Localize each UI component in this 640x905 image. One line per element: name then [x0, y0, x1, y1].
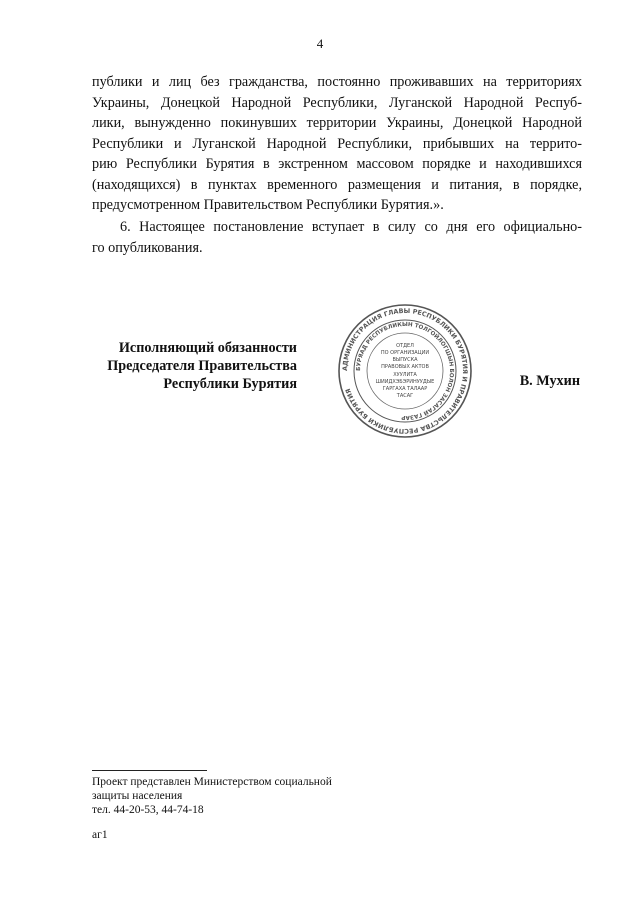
footnote-separator [92, 770, 207, 771]
paragraph-line: Украины, Донецкой Народной Республики, Луганской Народной Респуб- [92, 94, 582, 111]
signatory-position-line: Республики Бурятия [163, 376, 297, 392]
seal-center-line: ХУУЛИТА [393, 372, 417, 378]
seal-center-line: ПРАВОВЫХ АКТОВ [381, 364, 429, 370]
document-code: аг1 [92, 829, 108, 841]
seal-outer-text: АДМИНИСТРАЦИЯ ГЛАВЫ РЕСПУБЛИКИ БУРЯТИЯ И ПРАВИТЕЛЬСТВА РЕСПУБЛИКИ БУРЯТИЯ [340, 306, 470, 436]
signatory-position-line: Исполняющий обязанности [118, 340, 297, 356]
footnote-line: защиты населения [92, 790, 183, 802]
seal-center-line: ШИИДХЭБЭРИНУУДЫЕ [375, 379, 435, 385]
signatory-name: В. Мухин [519, 373, 580, 389]
body-paragraph-1 [92, 72, 582, 216]
paragraph-line: рию Республики Бурятия в экстренном массовом порядке и находившихся [92, 156, 582, 172]
footnote-line: тел. 44-20-53, 44-74-18 [92, 804, 204, 816]
page-number: 4 [316, 36, 324, 51]
paragraph-line: лики, вынужденно покинувших территории Украины, Донецкой Народной [92, 115, 582, 131]
seal-middle-ring [354, 320, 456, 422]
seal-center-line: ВЫПУСКА [392, 357, 418, 363]
official-seal [337, 303, 473, 439]
seal-center-line: ОТДЕЛ [396, 343, 414, 349]
seal-center-line: ТАСАГ [396, 393, 414, 399]
paragraph-line: го опубликования. [92, 239, 203, 256]
body-paragraph-2 [92, 217, 582, 258]
paragraph-line: Республики и Луганской Народной Республики, прибывших на террито- [92, 135, 582, 152]
paragraph-line: предусмотренном Правительством Республики Бурятия.». [92, 197, 444, 213]
seal-inner-ring-text: БУРЯАД РЕСПУБЛИКЫН ТОЛГОЙЛОГШЫН БОЛОН ЗАСАГАЙ ГАЗАР [355, 321, 455, 421]
seal-center-line: ПО ОРГАНИЗАЦИИ [380, 350, 430, 356]
paragraph-line: (находящихся) в пунктах временного размещения и питания, в порядке, [92, 176, 582, 193]
footnote [92, 775, 392, 817]
paragraph-line: 6. Настоящее постановление вступает в силу со дня его официально- [120, 219, 582, 235]
footnote-line: Проект представлен Министерством социальной [92, 776, 332, 788]
seal-center-line: ГАРГАХА ТАЛААР [382, 386, 428, 392]
paragraph-line: публики и лиц без гражданства, постоянно проживавших на территориях [92, 74, 582, 90]
signatory-position-line: Председателя Правительства [107, 358, 297, 374]
